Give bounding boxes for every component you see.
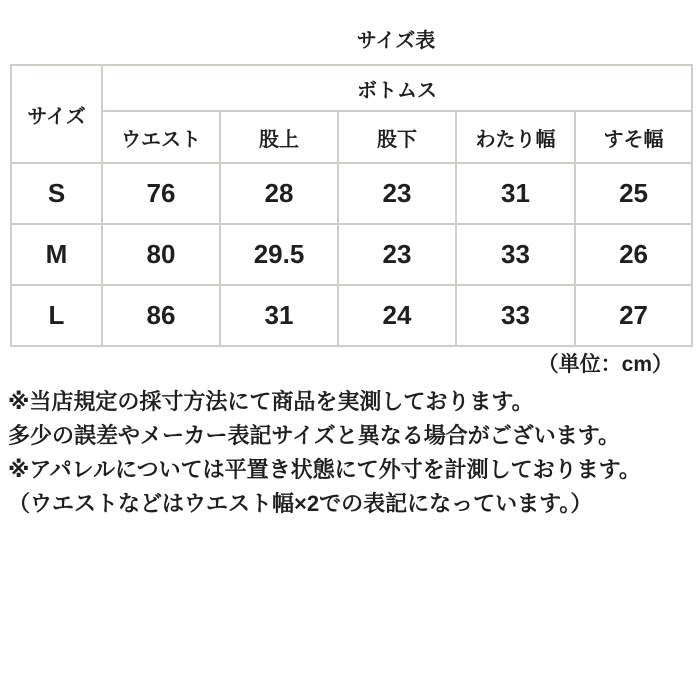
size-chart-page [0, 30, 700, 700]
table-row-m [11, 224, 692, 285]
note-line-4: （ウエストなどはウエスト幅×2での表記になっています。） [8, 491, 593, 516]
value-cell: 31 [456, 163, 575, 224]
page-title: サイズ表 [356, 30, 436, 52]
value-cell: 31 [220, 285, 338, 346]
value-cell: 28 [220, 163, 338, 224]
value-cell: 76 [102, 163, 220, 224]
category-header-bottoms: ボトムス [102, 65, 692, 111]
note-line-3: ※アパレルについては平置き状態にて外寸を計測しております。 [8, 457, 641, 482]
value-cell: 23 [338, 224, 456, 285]
size-cell: S [11, 163, 102, 224]
note-line-1: ※当店規定の採寸方法にて商品を実測しております。 [8, 389, 534, 414]
column-header-rise: 股上 [220, 111, 338, 163]
column-header-thigh-width: わたり幅 [456, 111, 575, 163]
value-cell: 23 [338, 163, 456, 224]
value-cell: 27 [575, 285, 692, 346]
table-row-s [11, 163, 692, 224]
column-header-row [11, 111, 692, 163]
value-cell: 80 [102, 224, 220, 285]
value-cell: 29.5 [220, 224, 338, 285]
size-column-header: サイズ [11, 65, 102, 163]
note-line-2: 多少の誤差やメーカー表記サイズと異なる場合がございます。 [8, 423, 621, 448]
value-cell: 25 [575, 163, 692, 224]
size-table [10, 64, 693, 347]
value-cell: 33 [456, 224, 575, 285]
measurement-notes [8, 385, 700, 521]
group-header-row [11, 65, 692, 111]
value-cell: 24 [338, 285, 456, 346]
value-cell: 86 [102, 285, 220, 346]
column-header-waist: ウエスト [102, 111, 220, 163]
value-cell: 26 [575, 224, 692, 285]
size-cell: L [11, 285, 102, 346]
unit-label: （単位：cm） [537, 353, 673, 376]
column-header-hem-width: すそ幅 [575, 111, 692, 163]
value-cell: 33 [456, 285, 575, 346]
column-header-inseam: 股下 [338, 111, 456, 163]
size-cell: M [11, 224, 102, 285]
table-row-l [11, 285, 692, 346]
